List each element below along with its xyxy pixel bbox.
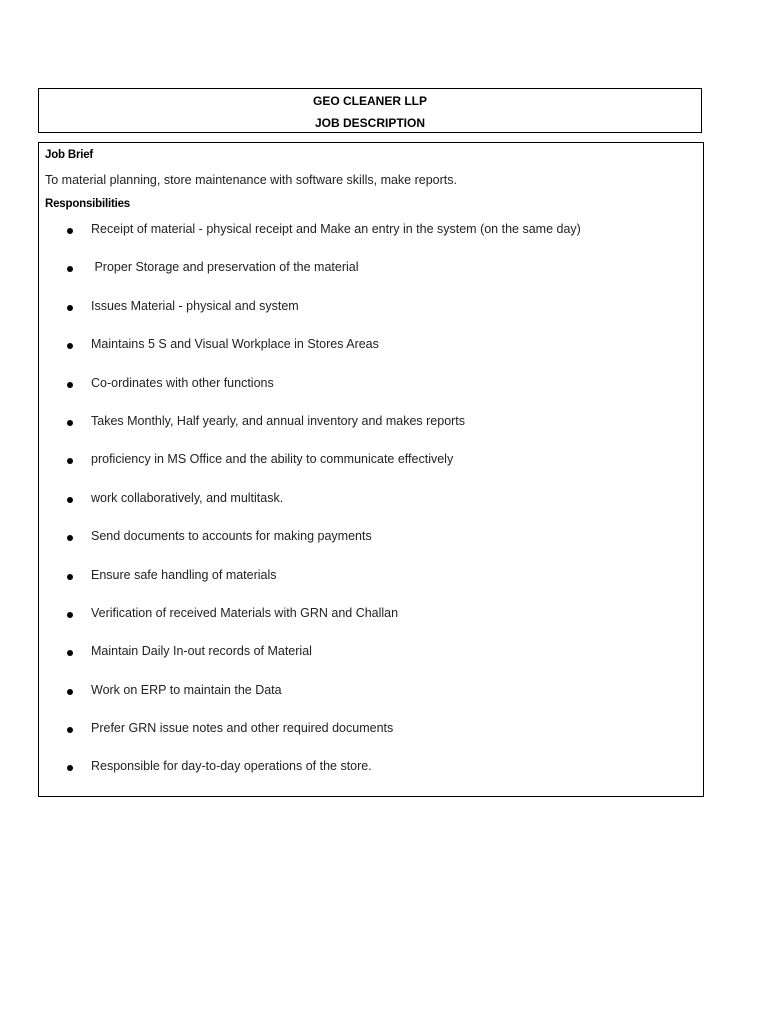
responsibilities-heading: Responsibilities [45, 198, 130, 210]
bullet-icon [67, 420, 73, 426]
list-item-text: proficiency in MS Office and the ability to communicate effectively [91, 452, 454, 467]
list-item-text: Ensure safe handling of materials [91, 567, 277, 582]
list-item-text: Maintains 5 S and Visual Workplace in Stores Areas [91, 337, 379, 352]
bullet-icon [67, 612, 73, 618]
list-item-text: Co-ordinates with other functions [91, 375, 274, 390]
bullet-icon [67, 535, 73, 541]
list-item-text: Receipt of material - physical receipt and Make an entry in the system (on the same day) [91, 222, 581, 236]
job-brief-heading: Job Brief [45, 149, 94, 161]
bullet-icon [67, 305, 73, 311]
job-description-body [38, 142, 704, 797]
document-header [38, 88, 702, 133]
list-item-text: work collaboratively, and multitask. [91, 490, 284, 505]
job-brief-text: To material planning, store maintenance with software skills, make reports. [45, 173, 457, 187]
list-item-text: Maintain Daily In-out records of Material [91, 644, 312, 659]
bullet-icon [67, 650, 73, 656]
bullet-icon [67, 765, 73, 771]
bullet-icon [67, 689, 73, 695]
bullet-icon [67, 343, 73, 349]
list-item-text: Verification of received Materials with GRN and Challan [91, 605, 399, 620]
list-item-text: Proper Storage and preservation of the material [91, 260, 359, 275]
bullet-icon [67, 497, 73, 503]
list-item-text: Takes Monthly, Half yearly, and annual inventory and makes reports [91, 413, 466, 428]
bullet-icon [67, 458, 73, 464]
company-name: GEO CLEANER LLP [312, 94, 427, 108]
bullet-icon [67, 228, 73, 234]
bullet-icon [67, 727, 73, 733]
list-item-text: Issues Material - physical and system [91, 298, 299, 313]
list-item-text: Prefer GRN issue notes and other required documents [91, 721, 394, 736]
bullet-icon [67, 382, 73, 388]
list-item-text: Responsible for day-to-day operations of the store. [91, 759, 372, 774]
document-title: JOB DESCRIPTION [314, 116, 425, 130]
list-item-text: Send documents to accounts for making payments [91, 529, 372, 544]
bullet-icon [67, 574, 73, 580]
list-item-text: Work on ERP to maintain the Data [91, 682, 282, 697]
bullet-icon [67, 266, 73, 272]
